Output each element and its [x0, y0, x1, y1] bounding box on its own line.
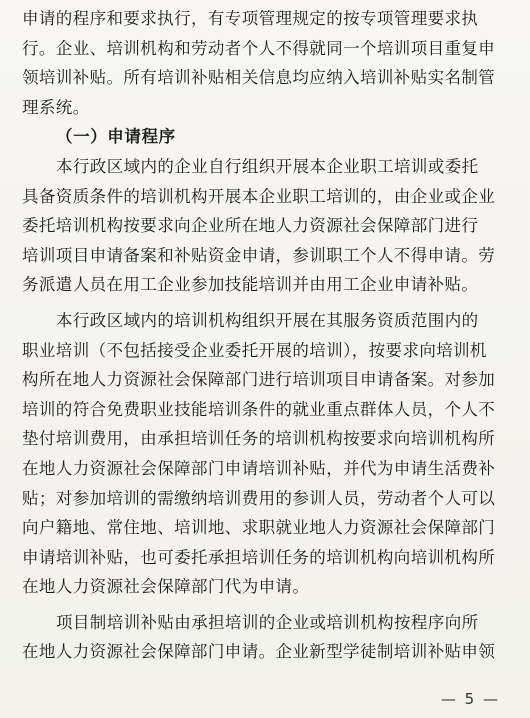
page-number: — 5 — — [440, 690, 500, 708]
text-line: 理系统。 — [22, 97, 90, 117]
text-line: 培训项目申请备案和补贴资金申请，参训职工个人不得申请。劳 — [22, 245, 496, 265]
text-line: 务派遣人员在用工企业参加技能培训并由用工企业申请补贴。 — [22, 275, 479, 295]
text-line: 申请培训补贴，也可委托承担培训任务的培训机构向培训机构所 — [22, 547, 496, 567]
text-line: 垫付培训费用，由承担培训任务的培训机构按要求向培训机构所 — [22, 429, 496, 449]
text-line: 在地人力资源社会保障部门申请。企业新型学徒制培训补贴申领 — [22, 642, 496, 662]
text-line: 在地人力资源社会保障部门申请培训补贴，并代为申请生活费补 — [22, 458, 496, 478]
text-line: 行。企业、培训机构和劳动者个人不得就同一个培训项目重复申 — [22, 38, 496, 58]
paragraph-first-line: 本行政区域内的培训机构组织开展在其服务资质范围内的 — [56, 310, 479, 330]
text-line: 构所在地人力资源社会保障部门进行培训项目申请备案。对参加 — [22, 370, 496, 390]
text-line: 向户籍地、常住地、培训地、求职就业地人力资源社会保障部门 — [22, 518, 496, 538]
text-line: 培训的符合免费职业技能培训条件的就业重点群体人员，个人不 — [22, 399, 496, 419]
text-line: 申请的程序和要求执行，有专项管理规定的按专项管理要求执 — [22, 9, 479, 28]
section-heading: （一）申请程序 — [56, 127, 176, 147]
text-line: 在地人力资源社会保障部门代为申请。 — [22, 577, 310, 597]
document-body — [22, 4, 508, 667]
paragraph-first-line: 本行政区域内的企业自行组织开展本企业职工培训或委托 — [56, 156, 479, 176]
paragraph-first-line: 项目制培训补贴由承担培训的企业或培训机构按程序向所 — [56, 612, 479, 632]
text-line: 委托培训机构按要求向企业所在地人力资源社会保障部门进行 — [22, 216, 479, 236]
text-line: 职业培训（不包括接受企业委托开展的培训），按要求向培训机 — [22, 340, 487, 360]
text-line: 贴；对参加培训的需缴纳培训费用的参训人员，劳动者个人可以 — [22, 488, 496, 508]
text-line: 具备资质条件的培训机构开展本企业职工培训的，由企业或企业 — [22, 186, 496, 206]
text-line: 领培训补贴。所有培训补贴相关信息均应纳入培训补贴实名制管 — [22, 68, 496, 88]
